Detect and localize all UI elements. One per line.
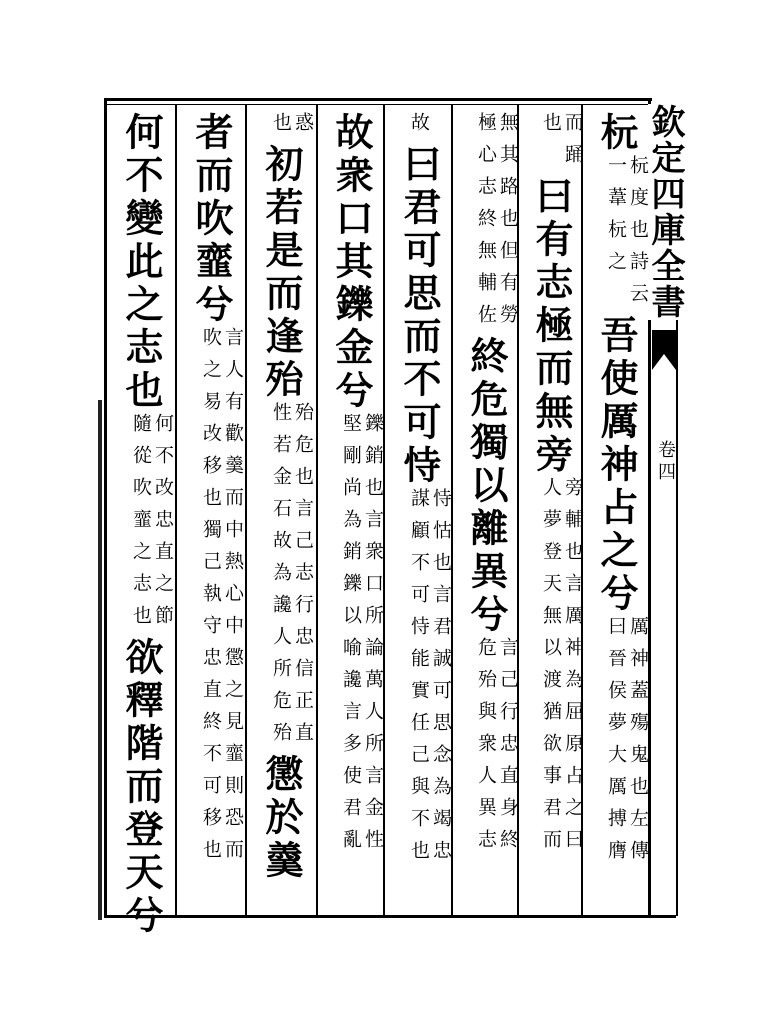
main-text: 終危獨以離異兮 [464,336,509,637]
commentary-text: 鑠銷也言衆口所論萬人所言金性堅剛尚為銷鑠以喻讒言多使君亂 [340,413,384,861]
fish-tail-mark [652,330,676,370]
text-column [520,112,584,912]
commentary-text: 言己行忠直身終危殆與衆人異志 [475,637,519,861]
main-text: 初若是而逢殆 [259,144,304,402]
commentary-text: 而踊也 [540,112,584,176]
text-column [585,112,649,912]
main-text: 曰有志極而無旁 [529,176,574,477]
text-column [250,112,314,912]
top-border-inner [104,104,652,105]
book-title: 欽定四庫全書 [645,104,685,320]
text-column [388,112,452,912]
commentary-text: 恃怙也言君誠可思念為竭忠謀顧不可恃能實任己與不也 [408,488,452,872]
commentary-text: 無其路也但有勞極心志終無輔佐 [475,112,519,336]
volume-label: 卷四 [655,440,676,484]
text-column [455,112,519,912]
commentary-text: 惑也 [270,112,314,144]
main-text: 杬 [594,112,639,155]
text-column [110,112,174,938]
main-text: 何不變此之志也 [119,112,164,413]
main-text: 者而吹韲兮 [189,112,234,327]
main-text: 曰君可思而不可恃 [397,144,442,488]
commentary-text: 厲神蓋殤鬼也左傳曰晉侯夢大厲搏膺 [605,616,649,872]
bottom-border [104,915,676,918]
top-border [104,98,652,101]
text-column [180,112,244,912]
commentary-text: 旁輔也言厲神為屈原占之曰人夢登天無以渡猶欲事君而 [540,477,584,861]
commentary-text: 故 [408,112,430,144]
main-text: 故衆口其鑠金兮 [329,112,374,413]
commentary-text: 杬度也詩云一葦杬之 [605,155,649,315]
main-text: 吾使厲神占之兮 [594,315,639,616]
commentary-text: 殆危也言己志行忠信正直性若金石故為讒人所危殆 [270,402,314,754]
main-text: 欲釋階而登天兮 [119,637,164,938]
commentary-text: 何不改忠直之節隨從吹韲之志也 [130,413,174,637]
main-text: 懲於羹 [259,754,304,883]
text-column [320,112,384,912]
commentary-text: 言人有歡羹而中熱心中懲之見韲則恐而吹之易改移也獨己執守忠直終不可移也 [200,327,244,871]
